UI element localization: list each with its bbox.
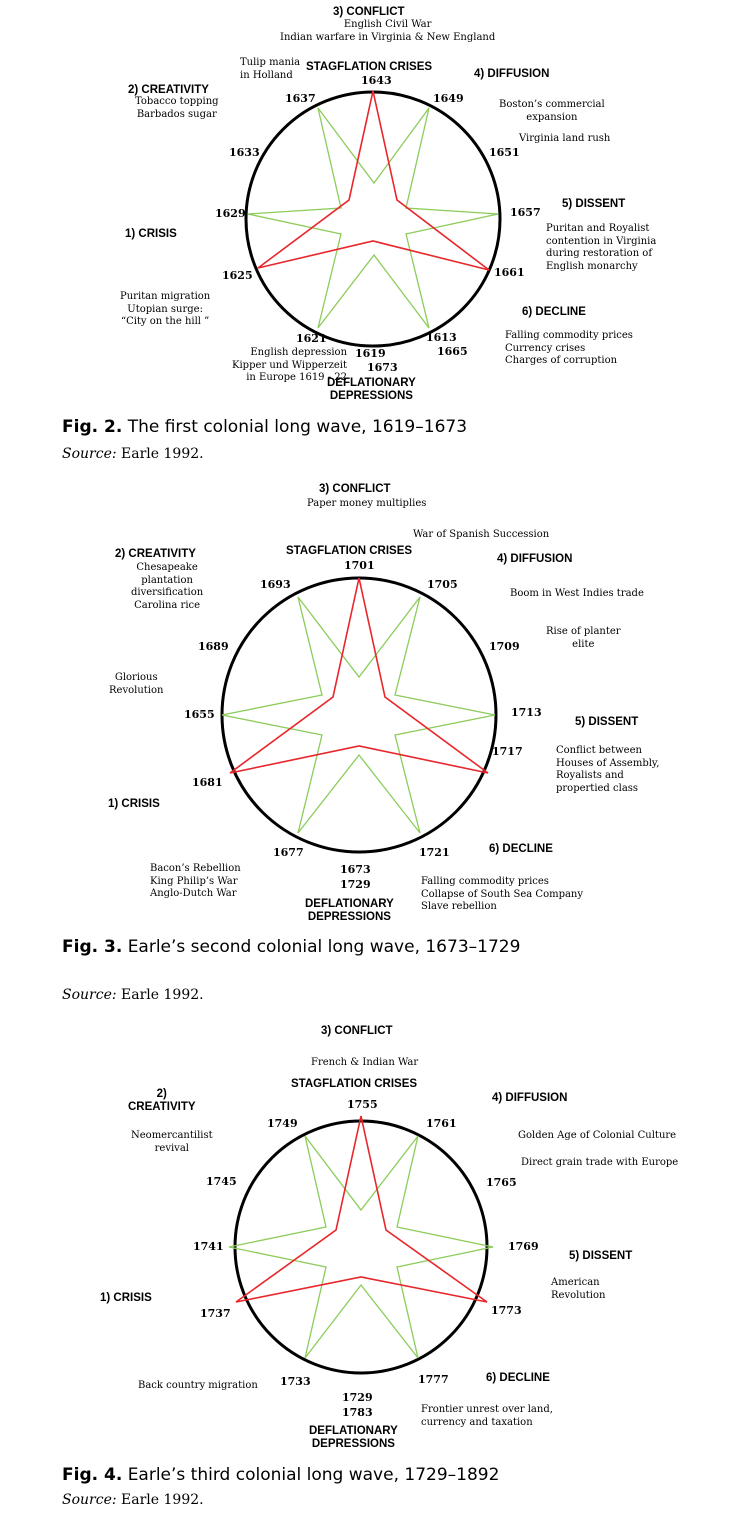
year-right-upper: 1651 bbox=[489, 146, 520, 159]
year-bottom-right: 1777 bbox=[418, 1373, 449, 1386]
year-top: 1755 bbox=[347, 1098, 378, 1111]
phase-diffusion: 4) DIFFUSION bbox=[497, 553, 573, 565]
event-glorious-revolution: Glorious Revolution bbox=[109, 672, 164, 696]
year-top-left: 1693 bbox=[260, 578, 291, 591]
event-grain-trade: Direct grain trade with Europe bbox=[521, 1157, 679, 1168]
phase-stagflation: STAGFLATION CRISES bbox=[306, 61, 433, 73]
year-bottom-upper: 1673 bbox=[340, 863, 371, 876]
year-right-upper: 1765 bbox=[486, 1176, 517, 1189]
figure-source: Source: Earle 1992. bbox=[62, 446, 204, 462]
phase-dissent: 5) DISSENT bbox=[575, 716, 639, 728]
event-golden-age: Golden Age of Colonial Culture bbox=[518, 1130, 677, 1141]
year-bottom-left: 1733 bbox=[280, 1375, 311, 1388]
event-crisis: Back country migration bbox=[138, 1380, 258, 1391]
year-right-lower: 1661 bbox=[494, 266, 525, 279]
cycle-circle bbox=[235, 1121, 487, 1373]
green-star bbox=[248, 108, 498, 328]
cycle-circle bbox=[246, 92, 500, 346]
phase-crisis: 1) CRISIS bbox=[125, 228, 177, 240]
event-french-indian-war: French & Indian War bbox=[311, 1057, 419, 1068]
year-bottom-lower: 1673 bbox=[367, 361, 398, 374]
year-bottom-right-outer: 1665 bbox=[437, 345, 468, 358]
event-planter-elite: Rise of planter elite bbox=[546, 626, 621, 650]
year-top: 1643 bbox=[361, 74, 392, 87]
phase-decline: 6) DECLINE bbox=[486, 1372, 550, 1384]
phase-stagflation: STAGFLATION CRISES bbox=[286, 545, 413, 557]
event-dissent: Conflict between Houses of Assembly, Royalists and propertied class bbox=[556, 745, 660, 794]
year-left-upper: 1633 bbox=[229, 146, 260, 159]
year-left-lower: 1625 bbox=[222, 269, 253, 282]
year-bottom-upper: 1619 bbox=[355, 347, 386, 360]
event-spanish-succession: War of Spanish Succession bbox=[413, 529, 550, 540]
phase-creativity: 2) CREATIVITY bbox=[115, 548, 196, 560]
phase-deflationary: DEFLATIONARY DEPRESSIONS bbox=[309, 1425, 398, 1450]
green-star bbox=[222, 597, 495, 833]
year-right-upper: 1709 bbox=[489, 640, 520, 653]
year-right-lower: 1717 bbox=[492, 745, 523, 758]
figure-caption: Fig. 3. Earle’s second colonial long wave, 1673–1729 bbox=[62, 937, 521, 957]
event-creativity: Chesapeake plantation diversification Carolina rice bbox=[131, 562, 204, 611]
year-right-lower: 1773 bbox=[491, 1304, 522, 1317]
red-star bbox=[258, 91, 489, 270]
red-star bbox=[230, 578, 488, 773]
year-left-upper: 1689 bbox=[198, 640, 229, 653]
year-left-lower: 1681 bbox=[192, 776, 223, 789]
phase-crisis: 1) CRISIS bbox=[100, 1292, 152, 1304]
event-dissent: American Revolution bbox=[551, 1277, 606, 1301]
figure-caption: Fig. 2. The first colonial long wave, 1619–1673 bbox=[62, 417, 468, 437]
year-bottom-upper: 1729 bbox=[342, 1391, 373, 1404]
year-right: 1769 bbox=[508, 1240, 539, 1253]
year-bottom-right: 1721 bbox=[419, 846, 450, 859]
event-decline: Falling commodity prices Currency crises Charges of corruption bbox=[505, 330, 633, 366]
year-left-upper: 1745 bbox=[206, 1175, 237, 1188]
event-paper-money: Paper money multiplies bbox=[307, 498, 427, 509]
year-right: 1713 bbox=[511, 706, 542, 719]
year-top-right: 1705 bbox=[427, 578, 458, 591]
phase-conflict: 3) CONFLICT bbox=[321, 1025, 393, 1037]
event-decline: Falling commodity prices Collapse of South Sea Company Slave rebellion bbox=[421, 876, 584, 912]
phase-dissent: 5) DISSENT bbox=[569, 1250, 633, 1262]
event-dissent: Puritan and Royalist contention in Virginia during restoration of English monarchy bbox=[546, 223, 657, 272]
phase-decline: 6) DECLINE bbox=[489, 843, 553, 855]
year-bottom-lower: 1729 bbox=[340, 878, 371, 891]
phase-creativity: 2) CREATIVITY bbox=[128, 84, 209, 96]
event-tulip-mania: Tulip mania in Holland bbox=[240, 57, 301, 81]
year-top-right: 1761 bbox=[426, 1117, 457, 1130]
year-left: 1741 bbox=[193, 1240, 224, 1253]
phase-decline: 6) DECLINE bbox=[522, 306, 586, 318]
phase-deflationary: DEFLATIONARY DEPRESSIONS bbox=[305, 898, 394, 923]
year-bottom-left: 1621 bbox=[296, 332, 327, 345]
event-crisis: Bacon’s Rebellion King Philip’s War Anglo-Dutch War bbox=[150, 863, 241, 899]
green-star bbox=[229, 1136, 493, 1358]
event-depression: English depression Kipper und Wipperzeit in Europe 1619 - 22 bbox=[232, 347, 348, 383]
figure-caption: Fig. 4. Earle’s third colonial long wave, 1729–1892 bbox=[62, 1465, 500, 1485]
event-crisis: Puritan migration Utopian surge: “City on the hill ” bbox=[120, 291, 211, 327]
phase-deflationary: DEFLATIONARY DEPRESSIONS bbox=[327, 377, 416, 402]
event-creativity: Neomercantilist revival bbox=[131, 1130, 213, 1154]
figure-4 bbox=[0, 1010, 754, 1516]
event-conflict: English Civil War Indian warfare in Virginia & New England bbox=[280, 19, 496, 43]
event-decline: Frontier unrest over land, currency and taxation bbox=[421, 1404, 553, 1428]
event-land-rush: Virginia land rush bbox=[519, 133, 611, 144]
year-left-lower: 1737 bbox=[200, 1307, 231, 1320]
event-boston: Boston’s commercial expansion bbox=[499, 99, 605, 123]
year-bottom-lower: 1783 bbox=[342, 1406, 373, 1419]
event-west-indies: Boom in West Indies trade bbox=[510, 588, 644, 599]
year-bottom-right: 1613 bbox=[426, 331, 457, 344]
phase-dissent: 5) DISSENT bbox=[562, 198, 626, 210]
phase-stagflation: STAGFLATION CRISES bbox=[291, 1078, 418, 1090]
year-top-left: 1749 bbox=[267, 1117, 298, 1130]
year-top: 1701 bbox=[344, 559, 375, 572]
figure-source: Source: Earle 1992. bbox=[62, 987, 204, 1003]
phase-crisis: 1) CRISIS bbox=[108, 798, 160, 810]
year-top-left: 1637 bbox=[285, 92, 316, 105]
year-left: 1629 bbox=[215, 207, 246, 220]
phase-diffusion: 4) DIFFUSION bbox=[474, 68, 550, 80]
year-bottom-left: 1677 bbox=[273, 846, 304, 859]
figure-source: Source: Earle 1992. bbox=[62, 1492, 204, 1508]
phase-conflict: 3) CONFLICT bbox=[319, 483, 391, 495]
year-right: 1657 bbox=[510, 206, 541, 219]
phase-diffusion: 4) DIFFUSION bbox=[492, 1092, 568, 1104]
year-left: 1655 bbox=[184, 708, 215, 721]
figure-2 bbox=[0, 0, 754, 470]
figure-3 bbox=[0, 470, 754, 1010]
year-top-right: 1649 bbox=[433, 92, 464, 105]
cycle-circle bbox=[222, 578, 496, 852]
phase-creativity: 2) CREATIVITY bbox=[128, 1088, 196, 1113]
phase-conflict: 3) CONFLICT bbox=[333, 6, 405, 18]
event-creativity: Tobacco topping Barbados sugar bbox=[135, 96, 219, 120]
